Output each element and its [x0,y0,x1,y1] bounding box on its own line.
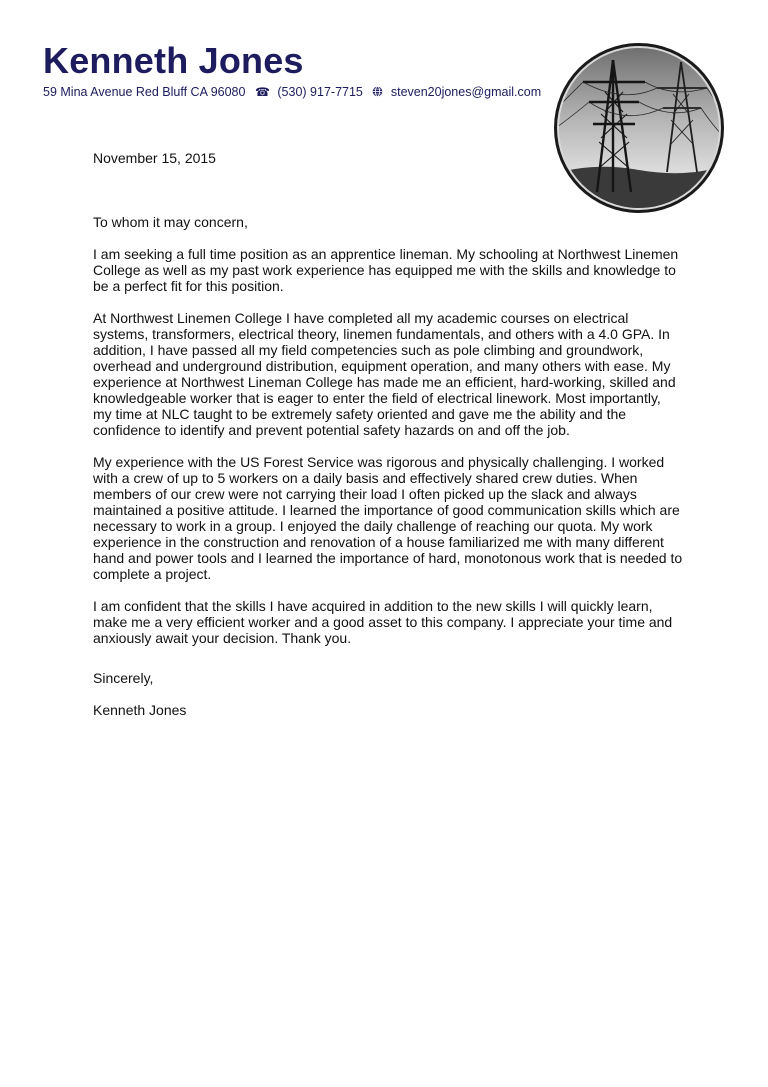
contact-line [43,85,541,99]
address-text: 59 Mina Avenue Red Bluff CA 96080 [43,85,246,99]
phone-icon: ☎ [254,85,270,99]
globe-icon [372,85,383,99]
letter-greeting: To whom it may concern, [93,214,248,230]
applicant-name: Kenneth Jones [43,40,304,81]
letter-paragraph-experience: My experience with the US Forest Service was rigorous and physically challenging. I worked with a crew of up to 5 workers on a daily basis and effectively shared crew duties. When members of our crew were not carrying their load I often picked up the slack and always maintained a positive attitude. I learned the importance of good communication skills which are necessary to work in a group. I enjoyed the daily challenge of reaching our quota. My work experience in the construction and renovation of a house familiarized me with many different hand and power tools and I learned the importance of hard, monotonous work that is needed to complete a project. [93,454,683,582]
letter-closing: Sincerely, [93,670,154,686]
phone-text: (530) 917-7715 [277,85,363,99]
cover-letter-body [93,150,683,718]
letter-date: November 15, 2015 [93,150,216,166]
letter-signature: Kenneth Jones [93,702,187,718]
email-text: steven20jones@gmail.com [390,85,542,99]
letter-paragraph-intro: I am seeking a full time position as an apprentice lineman. My schooling at Northwest Linemen College as well as my past work experience has equipped me with the skills and knowledge to be a perfect fit for this position. [93,246,679,294]
letter-paragraph-conclusion: I am confident that the skills I have acquired in addition to the new skills I will quickly learn, make me a very efficient worker and a good asset to this company. I appreciate your time and anxiously await your decision. Thank you. [93,598,673,646]
letter-paragraph-education: At Northwest Linemen College I have completed all my academic courses on electrical systems, transformers, electrical theory, linemen fundamentals, and others with a 4.0 GPA. In addition, I have passed all my field competencies such as pole climbing and groundwork, overhead and underground distribution, equipment operation, and many others with ease. My experience at Northwest Lineman College has made me an efficient, hard-working, skilled and knowledgeable worker that is eager to enter the field of electrical linework. Most importantly, my time at NLC taught to be extremely safety oriented and gave me the ability and the confidence to identify and prevent potential safety hazards on and off the job. [93,310,676,438]
